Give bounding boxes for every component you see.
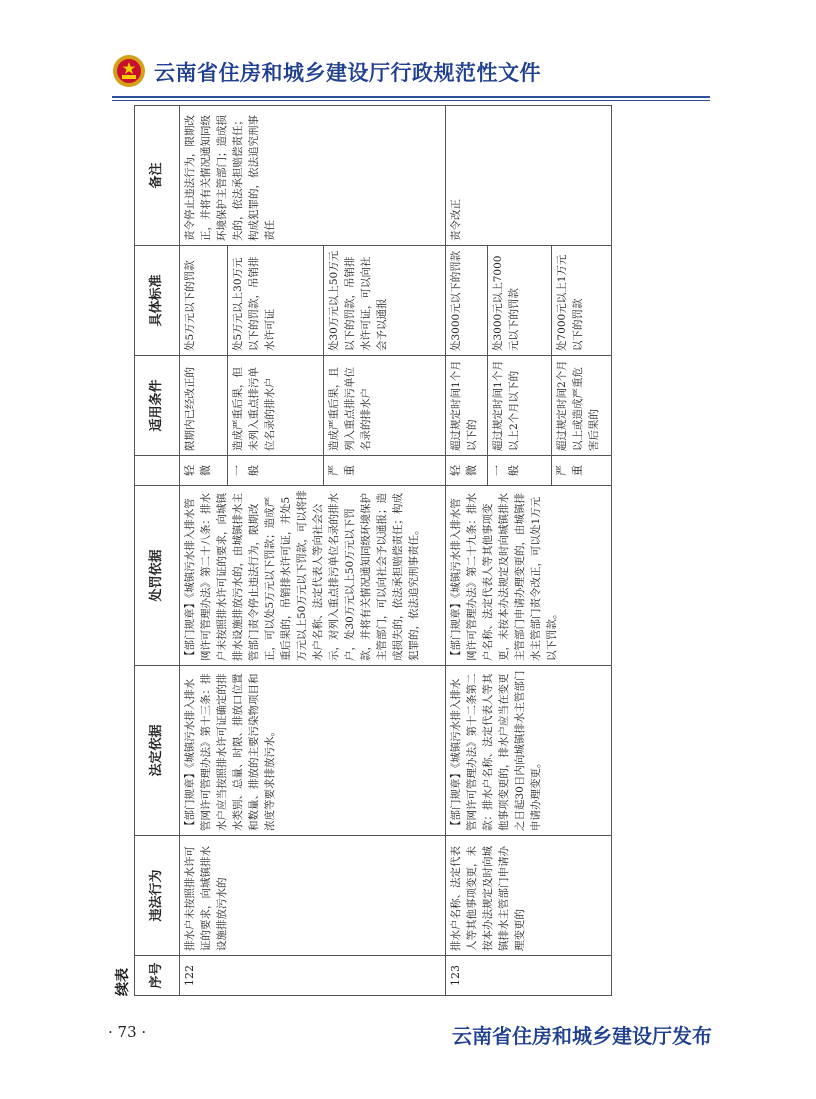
row-number: 123 bbox=[446, 956, 612, 996]
condition-cell: 超过规定时间1个月以上2个月以下的 bbox=[488, 356, 552, 456]
level-label: 轻微 bbox=[180, 456, 228, 486]
condition-cell: 超过规定时间1个月以下的 bbox=[446, 356, 488, 456]
legal-basis: 【部门规章】《城镇污水排入排水管网许可管理办法》第十二条第二款：排水户名称、法定代表人等其他事项变更的，排水户应当在变更之日起30日内向城镇排水主管部门申请办理变更。 bbox=[446, 666, 612, 836]
remark-cell: 责令停止违法行为，限期改正，并将有关情况通知同级环境保护主管部门；造成损失的，依法承担赔偿责任；构成犯罪的，依法追究刑事责任 bbox=[180, 106, 446, 246]
header-divider-thin bbox=[112, 100, 710, 101]
continued-label: 续表 bbox=[115, 968, 131, 996]
col-header-standard: 具体标准 bbox=[135, 246, 180, 356]
col-header-level bbox=[135, 456, 180, 486]
national-emblem-icon bbox=[112, 54, 146, 88]
condition-cell: 造成严重后果，但未列入重点排污单位名录的排水户 bbox=[228, 356, 324, 456]
page-number: · 73 · bbox=[108, 1023, 147, 1041]
violation-behavior: 排水户未按照排水许可证的要求，向城镇排水设施排放污水的 bbox=[180, 836, 446, 956]
condition-cell: 限期内已经改正的 bbox=[180, 356, 228, 456]
remark-cell: 责令改正 bbox=[446, 106, 612, 246]
col-header-legal-basis: 法定依据 bbox=[135, 666, 180, 836]
header-divider bbox=[112, 96, 710, 98]
table-row bbox=[180, 106, 228, 996]
col-header-condition: 适用条件 bbox=[135, 356, 180, 456]
penalty-basis: 【部门规章】《城镇污水排入排水管网许可管理办法》第二十九条：排水户名称、法定代表人等其他事项变更，未按本办法规定及时向城镇排水主管部门申请办理变更的，由城镇排水主管部门责令改正，可以处1万元以下罚款。 bbox=[446, 486, 612, 666]
rotated-table-area bbox=[112, 106, 710, 996]
level-label: 一般 bbox=[228, 456, 324, 486]
table-row bbox=[446, 106, 488, 996]
col-header-number: 序号 bbox=[135, 956, 180, 996]
violation-behavior: 排水户名称、法定代表人等其他事项变更，未按本办法规定及时向城镇排水主管部门申请办理变更的 bbox=[446, 836, 612, 956]
condition-cell: 超过规定时间2个月以上或造成严重危害后果的 bbox=[552, 356, 612, 456]
standard-cell: 处3000元以下的罚款 bbox=[446, 246, 488, 356]
condition-cell: 造成严重后果，且列入重点排污单位名录的排水户 bbox=[324, 356, 446, 456]
row-number: 122 bbox=[180, 956, 446, 996]
standard-cell: 处30万元以上50万元以下的罚款，吊销排水许可证，可以向社会予以通报 bbox=[324, 246, 446, 356]
level-label: 轻微 bbox=[446, 456, 488, 486]
penalty-basis: 【部门规章】《城镇污水排入排水管网许可管理办法》第二十八条：排水户未按照排水许可证的要求，向城镇排水设施排放污水的，由城镇排水主管部门责令停止违法行为，限期改正，可以处5万元以下罚款；造成严重后果的，吊销排水许可证，并处5万元以上50万元以下罚款，可以将排水户名称、法定代表人等向社会公示，对列入重点排污单位名录的排水户，处30万元以上50万元以下罚款，并将有关情况通知同级环境保护主管部门，可以向社会予以通报；造成损失的，依法承担赔偿责任；构成犯罪的，依法追究刑事责任。 bbox=[180, 486, 446, 666]
standard-cell: 处5万元以上30万元以下的罚款，吊销排水许可证 bbox=[228, 246, 324, 356]
header-title: 云南省住房和城乡建设厅行政规范性文件 bbox=[154, 61, 541, 85]
legal-basis: 【部门规章】《城镇污水排入排水管网许可管理办法》第十三条：排水户应当按照排水许可证确定的排水类别、总量、时限、排放口位置和数量、排放的主要污染物项目和浓度等要求排放污水。 bbox=[180, 666, 446, 836]
penalty-table bbox=[134, 105, 612, 996]
level-label: 一般 bbox=[488, 456, 552, 486]
level-label: 严重 bbox=[324, 456, 446, 486]
footer-publisher: 云南省住房和城乡建设厅发布 bbox=[452, 1024, 712, 1048]
table-header-row bbox=[135, 106, 180, 996]
standard-cell: 处5万元以下的罚款 bbox=[180, 246, 228, 356]
col-header-penalty-basis: 处罚依据 bbox=[135, 486, 180, 666]
document-header bbox=[112, 52, 732, 96]
level-label: 严重 bbox=[552, 456, 612, 486]
col-header-behavior: 违法行为 bbox=[135, 836, 180, 956]
col-header-remark: 备注 bbox=[135, 106, 180, 246]
standard-cell: 处3000元以上7000元以下的罚款 bbox=[488, 246, 552, 356]
standard-cell: 处7000元以上1万元以下的罚款 bbox=[552, 246, 612, 356]
